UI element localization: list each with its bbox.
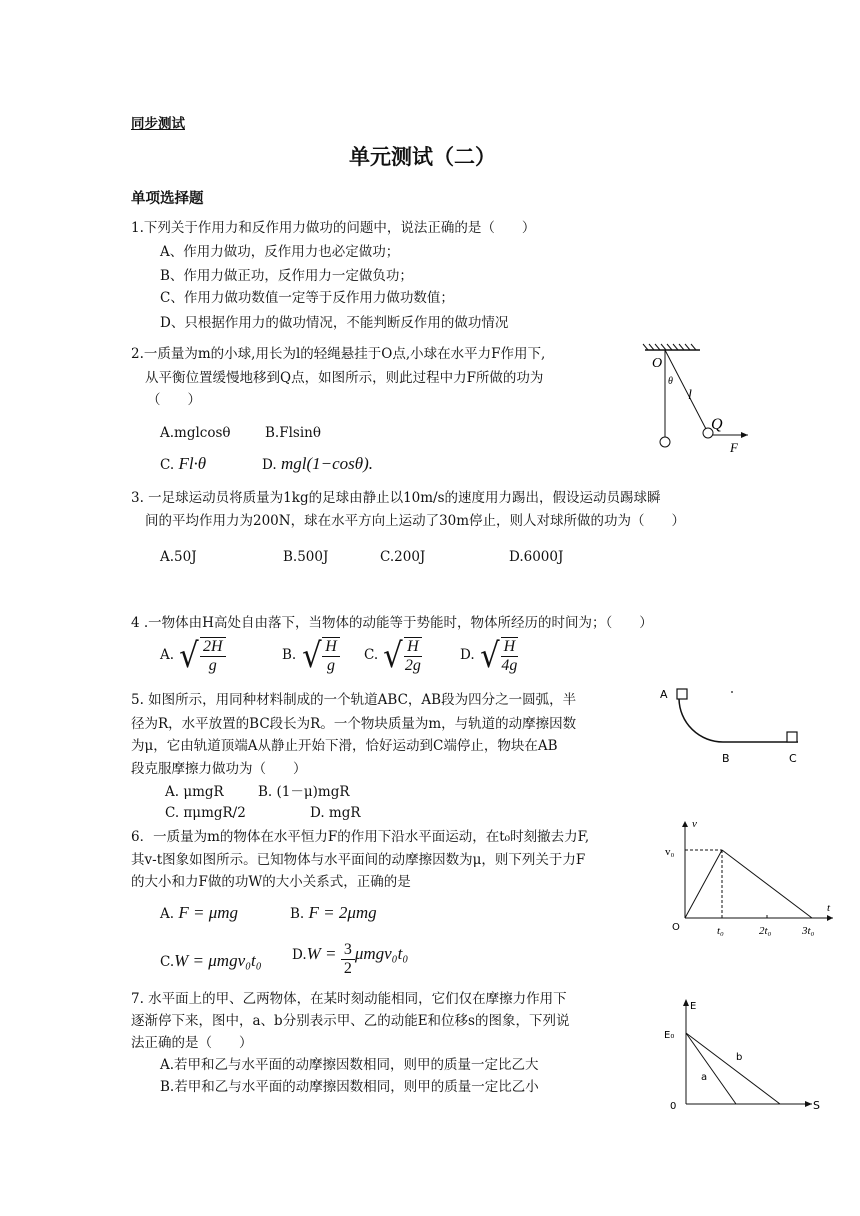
q4-b-denominator: g bbox=[326, 657, 335, 674]
pendulum-label-q: Q bbox=[711, 416, 723, 433]
q4-option-c: C. √ $\frac{H}{2g}$ bbox=[364, 636, 421, 676]
q3-line-1: 3. 一足球运动员将质量为1kg的足球由静止以10m/s的速度用力踢出，假设运动员踢球瞬 bbox=[131, 490, 661, 506]
vt-label-v0: v₀ bbox=[665, 846, 675, 858]
vt-label-t: t bbox=[827, 902, 831, 914]
vt-label-t0: t₀ bbox=[717, 925, 724, 937]
q3-option-d: D.6000J bbox=[509, 549, 564, 565]
q6-option-d-label: D. bbox=[292, 947, 307, 963]
q7-option-a: A.若甲和乙与水平面的动摩擦因数相同，则甲的质量一定比乙大 bbox=[160, 1057, 539, 1073]
q5-line-4: 段克服摩擦力做功为（ ） bbox=[131, 761, 307, 777]
q4-option-c-label: C. bbox=[364, 647, 379, 663]
q6-line-3: 的大小和力F做的功W的大小关系式，正确的是 bbox=[131, 874, 411, 890]
q6-option-d bbox=[292, 937, 409, 977]
q6-option-a bbox=[160, 904, 238, 923]
q2-option-a: A.mglcosθ bbox=[160, 425, 231, 441]
q2-line-2: 从平衡位置缓慢地移到Q点，如图所示，则此过程中力F所做的功为 bbox=[145, 370, 544, 386]
pendulum-label-theta: θ bbox=[668, 376, 673, 387]
q4-option-b-label: B. bbox=[282, 647, 297, 663]
q5-line-2: 径为R，水平放置的BC段长为R。一个物块质量为m，与轨道的动摩擦因数 bbox=[131, 716, 577, 732]
q2-option-c bbox=[160, 455, 206, 474]
pendulum-label-o: O bbox=[652, 356, 663, 371]
track-label-b: B bbox=[722, 752, 730, 765]
q2-option-c-math: Fl·θ bbox=[178, 454, 207, 473]
q6-option-c-math: W = μmgv₀t₀ bbox=[174, 951, 262, 970]
q3-option-b: B.500J bbox=[283, 549, 329, 565]
q4-d-numerator: H bbox=[501, 638, 519, 657]
q1-option-b: B、作用力做正功，反作用力一定做负功； bbox=[160, 268, 413, 284]
q5-option-c: C. πμmgR/2 bbox=[165, 805, 246, 821]
q4-b-numerator: H bbox=[322, 638, 340, 657]
vt-graph bbox=[665, 815, 840, 940]
q5-option-d: D. mgR bbox=[310, 805, 361, 821]
q4-option-d-label: D. bbox=[460, 647, 475, 663]
q6-d-denominator: 2 bbox=[343, 960, 352, 977]
q6-option-d-lhs: W = bbox=[306, 944, 337, 963]
es-label-b: b bbox=[736, 1052, 743, 1063]
q6-line-2: 其v-t图象如图所示。已知物体与水平面间的动摩擦因数为μ，则下列关于力F bbox=[131, 852, 586, 868]
q4-c-numerator: H bbox=[404, 638, 422, 657]
q7-line-1: 7. 水平面上的甲、乙两物体，在某时刻动能相同，它们仅在摩擦力作用下 bbox=[131, 991, 567, 1007]
q6-line-1: 6．一质量为m的物体在水平恒力F的作用下沿水平面运动，在t₀时刻撤去力F, bbox=[131, 829, 590, 845]
q2-option-b: B.Flsinθ bbox=[265, 425, 321, 441]
es-label-s: S bbox=[813, 1099, 820, 1112]
es-label-origin: 0 bbox=[670, 1101, 677, 1112]
q1-stem: 1.下列关于作用力和反作用力做功的问题中，说法正确的是（ ） bbox=[131, 220, 536, 236]
q4-option-a: A. √ $\frac{2H}{g}$ bbox=[160, 636, 226, 676]
pendulum-label-f: F bbox=[730, 440, 738, 455]
track-label-a: A bbox=[660, 688, 668, 701]
q6-option-a-math: F = μmg bbox=[178, 903, 239, 922]
q7-option-b: B.若甲和乙与水平面的动摩擦因数相同，则甲的质量一定比乙小 bbox=[160, 1079, 539, 1095]
track-label-c: C bbox=[789, 752, 797, 765]
q6-option-c-label: C. bbox=[160, 954, 175, 970]
q4-option-d: D. √ $\frac{H}{4g}$ bbox=[460, 636, 518, 676]
q1-option-a: A、作用力做功，反作用力也必定做功； bbox=[160, 244, 400, 260]
q2-option-d bbox=[262, 455, 373, 474]
vt-label-origin: O bbox=[672, 922, 680, 933]
q4-option-a-label: A. bbox=[160, 647, 175, 663]
q2-option-c-label: C. bbox=[160, 457, 175, 473]
q4-option-b: B. √ $\frac{H}{g}$ bbox=[282, 636, 340, 676]
es-graph bbox=[660, 995, 830, 1115]
q4-a-denominator: g bbox=[208, 657, 217, 674]
q4-c-denominator: 2g bbox=[404, 657, 421, 674]
q6-option-b bbox=[290, 904, 377, 923]
vt-label-3t0: 3t₀ bbox=[802, 925, 815, 937]
q1-option-d: D、只根据作用力的做功情况，不能判断反作用的做功情况 bbox=[160, 315, 509, 331]
es-label-e0: E₀ bbox=[664, 1030, 675, 1041]
q4-d-denominator: 4g bbox=[501, 657, 518, 674]
q2-line-1: 2.一质量为m的小球,用长为l的轻绳悬挂于O点,小球在水平力F作用下, bbox=[131, 346, 546, 362]
page-title: 单元测试（二） bbox=[349, 145, 496, 169]
header-label: 同步测试 bbox=[131, 116, 185, 132]
pendulum-label-l: l bbox=[688, 388, 692, 403]
q2-option-d-math: mgl(1−cosθ). bbox=[280, 454, 373, 473]
pendulum-figure bbox=[640, 344, 760, 454]
q2-option-d-label: D. bbox=[262, 457, 277, 473]
q6-option-b-math: F = 2μmg bbox=[308, 903, 377, 922]
q6-d-numerator: 3 bbox=[341, 941, 355, 960]
q5-option-b: B. (1－μ)mgR bbox=[258, 784, 350, 800]
q4-stem: 4 .一物体由H高处自由落下，当物体的动能等于势能时，物体所经历的时间为；（ ） bbox=[131, 615, 653, 631]
q6-option-b-label: B. bbox=[290, 906, 305, 922]
vt-label-v: v bbox=[692, 818, 697, 830]
vt-label-2t0: 2t₀ bbox=[759, 925, 772, 937]
q6-option-c bbox=[160, 952, 262, 971]
q3-option-a: A.50J bbox=[160, 549, 197, 565]
es-label-e: E bbox=[690, 1001, 697, 1012]
q7-line-2: 逐渐停下来，图中，a、b分别表示甲、乙的动能E和位移s的图象，下列说 bbox=[131, 1013, 570, 1029]
q5-line-3: 为μ，它由轨道顶端A从静止开始下滑，恰好运动到C端停止，物块在AB bbox=[131, 738, 558, 754]
track-figure bbox=[658, 684, 808, 769]
q6-option-d-rhs: μmgv₀t₀ bbox=[354, 944, 409, 963]
q5-line-1: 5. 如图所示，用同种材料制成的一个轨道ABC，AB段为四分之一圆弧，半 bbox=[131, 692, 577, 708]
es-label-a: a bbox=[701, 1072, 708, 1083]
q1-option-c: C、作用力做功数值一定等于反作用力做功数值； bbox=[160, 290, 454, 306]
q4-a-numerator: 2H bbox=[200, 638, 226, 657]
q3-option-c: C.200J bbox=[380, 549, 426, 565]
q5-option-a: A. μmgR bbox=[165, 784, 224, 800]
q6-option-a-label: A. bbox=[160, 906, 175, 922]
q3-line-2: 间的平均作用力为200N，球在水平方向上运动了30m停止，则人对球所做的功为（ ） bbox=[145, 513, 686, 529]
q2-line-3: （ ） bbox=[147, 392, 201, 408]
section-heading: 单项选择题 bbox=[131, 191, 204, 207]
q7-line-3: 法正确的是（ ） bbox=[131, 1035, 253, 1051]
